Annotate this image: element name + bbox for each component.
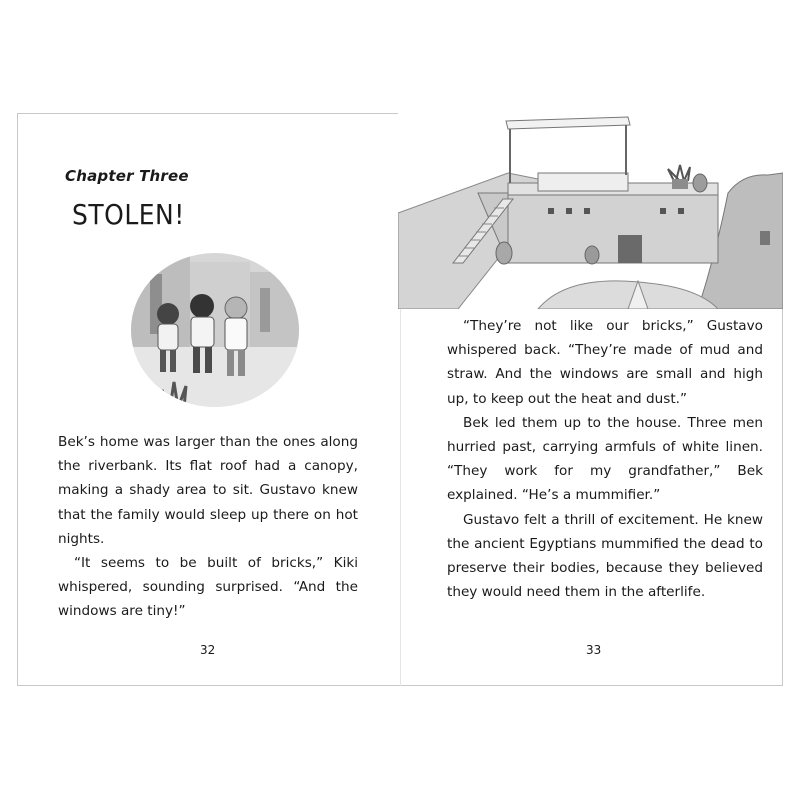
- paragraph: Bek led them up to the house. Three men hurried past, carrying armfuls of white linen. “They work for my grandfather,” Bek explained. “He’s a mummifier.”: [447, 414, 763, 504]
- chapter-vignette-illustration: [130, 252, 300, 408]
- paragraph: Gustavo felt a thrill of excitement. He knew the ancient Egyptians mummified the dead to preserve their bodies, because they believed they would need them in the afterlife.: [447, 511, 763, 601]
- page-number-left: 32: [200, 643, 216, 657]
- paragraph: “They’re not like our bricks,” Gustavo whispered back. “They’re made of mud and straw. And the windows are small and high up, to keep out the heat and dust.”: [447, 318, 763, 407]
- paragraph: “It seems to be built of bricks,” Kiki whispered, sounding surprised. “And the windows are tiny!”: [58, 555, 358, 620]
- chapter-label: Chapter Three: [65, 167, 189, 185]
- paragraph: Bek’s home was larger than the ones along the riverbank. Its flat roof had a canopy, making a shady area to sit. Gustavo knew that the family would sleep up there on hot nights.: [58, 434, 358, 547]
- page-number-right: 33: [586, 643, 602, 657]
- right-page-body: [447, 314, 763, 604]
- chapter-title: STOLEN!: [72, 198, 185, 231]
- left-page-body: [58, 430, 358, 624]
- house-illustration: [398, 113, 783, 309]
